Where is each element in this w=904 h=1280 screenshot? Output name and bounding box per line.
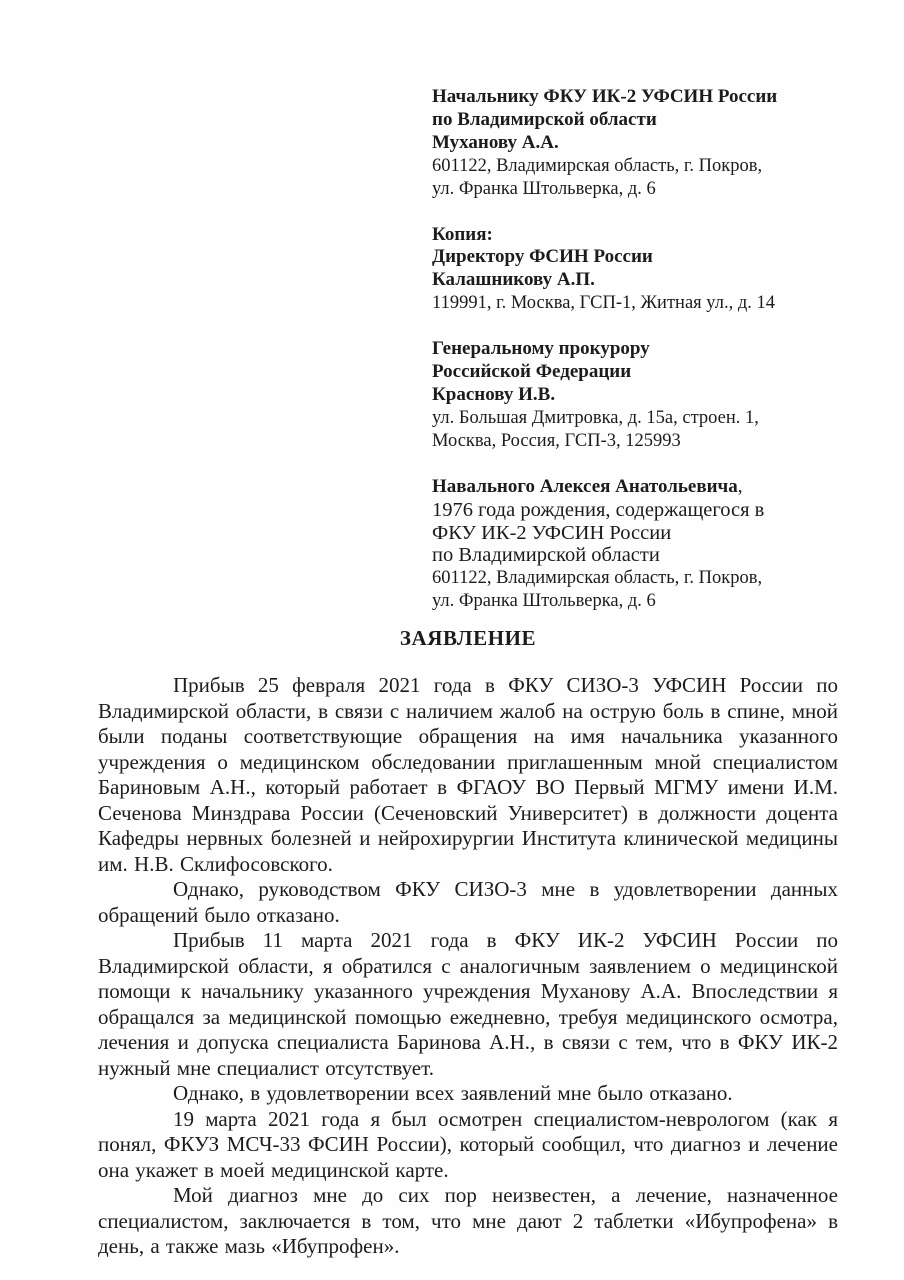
recipient-prosecutor-address-line: ул. Большая Дмитровка, д. 15а, строен. 1, [432, 407, 759, 428]
recipient-prosecutor-address-line: Москва, Россия, ГСП-3, 125993 [432, 430, 681, 451]
body-paragraph: Однако, руководством ФКУ СИЗО-3 мне в удовлетворении данных обращений было отказано. [98, 877, 838, 927]
applicant-info-line: 1976 года рождения, содержащегося в [432, 498, 765, 521]
applicant-info-line: ФКУ ИК-2 УФСИН России [432, 521, 672, 544]
recipient-prosecutor-name: Краснову И.В. [432, 383, 556, 405]
recipient-primary-name: Муханову А.А. [432, 131, 559, 153]
body-paragraph: Мой диагноз мне до сих пор неизвестен, а лечение, назначенное специалистом, заключается в том, что мне дают 2 таблетки «Ибупрофена» в день, а также мазь «Ибупрофен». [98, 1183, 838, 1258]
recipient-prosecutor-to: Российской Федерации [432, 361, 632, 383]
body-paragraph: Прибыв 25 февраля 2021 года в ФКУ СИЗО-3 УФСИН России по Владимирской области, в связи с наличием жалоб на острую боль в спине, мной были поданы соответствующие обращения на имя начальника указанного учреждения о медицинском обследовании приглашенным мной специалистом Бариновым А.Н., который работает в ФГАОУ ВО Первый МГМУ имени И.М. Сеченова Минздрава России (Сеченовский Университет) в должности доцента Кафедры нервных болезней и нейрохирургии Института клинической медицины им. Н.В. Склифосовского. [98, 673, 838, 876]
applicant-info-line: по Владимирской области [432, 544, 660, 567]
applicant-address-line: 601122, Владимирская область, г. Покров, [432, 568, 763, 589]
document-body [98, 673, 838, 1260]
recipient-primary-address-line: ул. Франка Штольверка, д. 6 [432, 178, 656, 199]
recipient-prosecutor-to: Генеральному прокурору [432, 338, 650, 360]
recipient-copy-name: Калашникову А.П. [432, 269, 595, 291]
applicant-name-line [432, 476, 882, 499]
applicant-address-line: ул. Франка Штольверка, д. 6 [432, 591, 656, 612]
recipient-block-copy [432, 224, 882, 316]
recipient-copy-to: Директору ФСИН России [432, 246, 653, 268]
copy-label: Копия: [432, 223, 493, 245]
recipient-primary-address-line: 601122, Владимирская область, г. Покров, [432, 155, 763, 176]
recipient-block-prosecutor [432, 338, 882, 453]
body-paragraph: 19 марта 2021 года я был осмотрен специалистом-неврологом (как я понял, ФКУЗ МСЧ-33 ФСИН России), который сообщил, что диагноз и лечение она укажет в моей медицинской карте. [98, 1106, 838, 1182]
recipient-primary-to: Начальнику ФКУ ИК-2 УФСИН России [432, 86, 778, 107]
applicant-name: Навального Алексея Анатольевича [432, 475, 738, 497]
applicant-block [432, 476, 882, 613]
body-paragraph: Однако, в удовлетворении всех заявлений мне было отказано. [173, 1081, 733, 1105]
applicant-name-suffix: , [737, 475, 743, 497]
recipients-column [432, 86, 882, 636]
recipient-block-primary [432, 86, 882, 201]
recipient-primary-region: по Владимирской области [432, 108, 657, 130]
recipient-copy-address-line: 119991, г. Москва, ГСП-1, Житная ул., д. 14 [432, 293, 775, 314]
body-paragraph: Прибыв 11 марта 2021 года в ФКУ ИК-2 УФСИН России по Владимирской области, я обратился с аналогичным заявлением о медицинской помощи к начальнику указанного учреждения Муханову А.А. Впоследствии я обращался за медицинской помощью ежедневно, требуя медицинского осмотра, лечения и допуска специалиста Баринова А.Н., в связи с тем, что в ФКУ ИК-2 нужный мне специалист отсутствует. [98, 928, 838, 1080]
document-title: ЗАЯВЛЕНИЕ [399, 626, 537, 650]
